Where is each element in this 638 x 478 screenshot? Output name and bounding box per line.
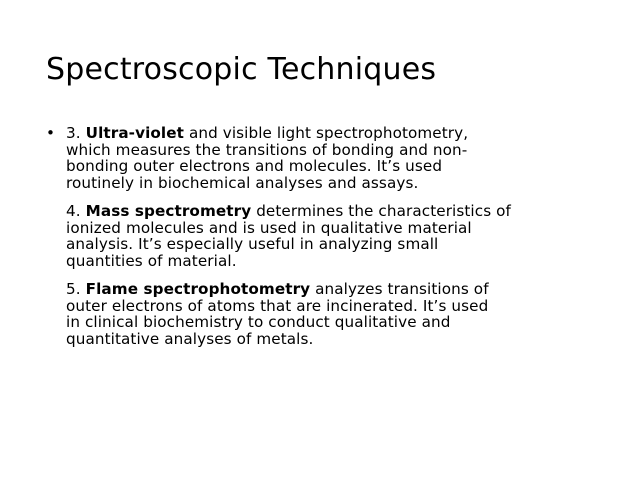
item-term: Ultra-violet	[85, 124, 184, 142]
paragraph-line: bonding outer electrons and molecules. It’s used	[66, 157, 443, 175]
paragraph-line	[66, 281, 601, 298]
paragraph-mass-spec	[66, 203, 601, 269]
paragraph-line: quantities of material.	[66, 251, 237, 270]
paragraph-line: analysis. It’s especially useful in analyzing small	[66, 235, 439, 253]
paragraph-line: which measures the transitions of bonding and non-	[66, 140, 468, 159]
paragraph-line: routinely in biochemical analyses and assays.	[66, 173, 419, 192]
item-number: 3.	[66, 124, 81, 142]
paragraph-line: ionized molecules and is used in qualitative material	[66, 218, 472, 237]
bullet-item	[46, 125, 601, 347]
item-text: analyzes transitions of	[315, 280, 489, 298]
paragraph-flame	[66, 281, 601, 347]
item-text: determines the characteristics of	[256, 202, 511, 220]
slide-body	[46, 125, 601, 347]
paragraph-line: outer electrons of atoms that are incinerated. It’s used	[66, 296, 489, 315]
paragraph-line	[66, 203, 601, 220]
slide-title: Spectroscopic Techniques	[46, 52, 437, 87]
paragraph-line: quantitative analyses of metals.	[66, 329, 314, 348]
item-number: 5.	[66, 280, 81, 298]
bullet-icon: •	[46, 124, 56, 142]
paragraph-line: in clinical biochemistry to conduct qualitative and	[66, 313, 451, 331]
item-text: and visible light spectrophotometry,	[188, 124, 469, 142]
item-term: Mass spectrometry	[85, 202, 252, 220]
paragraph-line	[66, 125, 601, 142]
item-number: 4.	[66, 202, 81, 220]
item-term: Flame spectrophotometry	[85, 280, 311, 298]
paragraph-uv	[66, 125, 601, 191]
